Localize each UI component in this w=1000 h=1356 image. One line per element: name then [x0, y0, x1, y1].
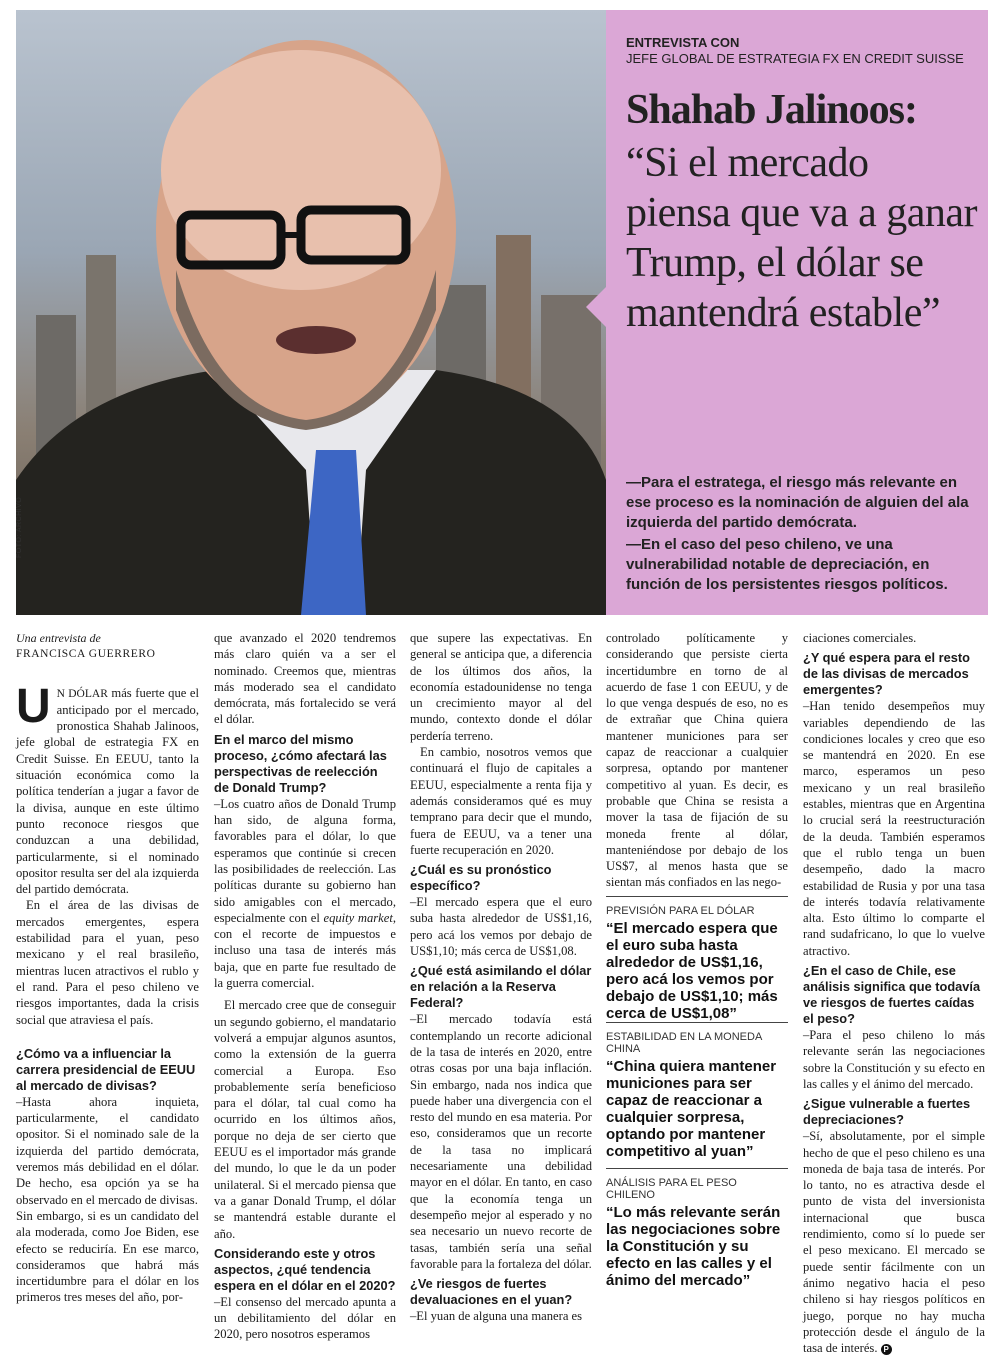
portrait-illustration	[16, 10, 606, 615]
portrait-photo	[16, 10, 606, 615]
column-3	[410, 630, 592, 1324]
paragraph: ciaciones comerciales.	[803, 631, 917, 645]
question: ¿Qué está asimilando el dólar en relación a la Reserva Federal?	[410, 963, 592, 1011]
question: ¿Cuál es su pronóstico específico?	[410, 862, 552, 894]
pull-quote-1	[606, 896, 788, 1022]
question: ¿Sigue vulnerable a fuertes depreciaciones?	[803, 1096, 971, 1128]
byline-author: FRANCISCA GUERRERO	[16, 648, 156, 661]
summary-bullet-1: —Para el estratega, el riesgo más relevante en ese proceso es la nominación de alguien del ala izquierda del partido demócrata.	[626, 474, 969, 531]
question: ¿Ve riesgos de fuertes devaluaciones en el yuan?	[410, 1276, 573, 1308]
paragraph: que supere las expectativas. En general se anticipa que, a diferencia de los últimos dos años, la economía estadounidense no tenga un crecimiento mayor al del mundo, contexto donde el dólar perdería terreno.	[410, 631, 592, 743]
photo-credit: FOTO: ARCHIVO	[16, 496, 23, 558]
lead-caps: N DÓLAR	[56, 687, 108, 700]
summary-bullets	[626, 473, 971, 597]
paragraph: –Han tenido desempeños muy variables dependiendo de las condiciones locales y creo que eso se mantendrá en 2020. En ese marco, esperamos un peso mexicano y un real brasileño estables, mientras que en Argentina lo crucial será la reestructuración de la deuda. También esperamos que el rublo tenga un buen desempeño, dado la macro estabilidad de Rusia y por una tasa de interés todavía relativamente alta. Esto último lo comparte el rand sudafricano, lo que lo vuelve atractivo.	[803, 699, 985, 958]
pull-quote-2	[606, 1022, 788, 1160]
kicker-line2: JEFE GLOBAL DE ESTRATEGIA FX EN CREDIT SUISSE	[626, 51, 964, 66]
speech-pointer	[586, 285, 608, 329]
column-1	[16, 630, 199, 1306]
summary-bullet-2: —En el caso del peso chileno, ve una vulnerabilidad notable de depreciación, en función de los persistentes riesgos políticos.	[626, 536, 948, 593]
question: Considerando este y otros aspectos, ¿qué tendencia espera en el dólar en el 2020?	[214, 1245, 396, 1293]
paragraph: –Hasta ahora inquieta, particularmente, el candidato opositor. Si el nominado sale de la izquierda del partido demócrata, veremos más debilidad en el dólar. De hecho, esa opción ya se ha observado en el mercado de divisas.	[16, 1094, 199, 1207]
headline-name: Shahab Jalinoos:	[626, 87, 917, 133]
column-5	[803, 630, 985, 1356]
paragraph: Sin embargo, si es un candidato del ala moderada, como Joe Biden, ese efecto se reduciría. En ese marco, consideramos que habrá más incertidumbre para el dólar en los primeros tres meses del año, por-	[16, 1208, 199, 1305]
end-mark-icon: P	[881, 1344, 892, 1355]
column-4	[606, 630, 788, 891]
pull-quote-text: “Lo más relevante serán las negociaciones sobre la Constitución y su efecto en las calles y el ánimo del mercado”	[606, 1204, 781, 1289]
paragraph: –El yuan de alguna una manera es	[410, 1309, 583, 1324]
question: ¿En el caso de Chile, ese análisis significa que todavía ve riesgos de fuertes caídas el peso?	[803, 963, 981, 1027]
paragraph: El mercado cree que de conseguir un segundo gobierno, el mandatario volverá a empujar algunos asuntos, como la extensión de la guerra comercial a Europa. Eso probablemente sería beneficioso para el dólar, tal cual como ha ocurrido en los últimos años, porque no deja de ser cierto que EEUU es el importador más grande del mundo, lo que le da un poder unilateral. Si el mercado piensa que va a ganar Donald Trump, el dólar se mantendrá estable durante el año.	[214, 998, 396, 1241]
pull-quote-3	[606, 1168, 788, 1289]
paragraph: En el área de las divisas de mercados emergentes, espera estabilidad para el yuan, peso mexicano y el real brasileño, mientras lucen atractivos el rublo y el rand. Para el peso chileno ve riesgos importantes, dada la crisis social que atraviesa el país.	[16, 898, 199, 1027]
paragraph: que avanzado el 2020 tendremos más claro quién va a ser el nominado. Creemos que, mientras más moderado sea el candidato demócrata, más fortalecido se verá el dólar.	[214, 631, 396, 727]
paragraph: –Para el peso chileno lo más relevante serán las negociaciones sobre la Constitución y su efecto en las calles y el ánimo del mercado.	[803, 1028, 985, 1091]
paragraph: –El mercado espera que el euro suba hasta alrededor de US$1,16, pero acá los vemos por debajo de US$1,10; más cerca de US$1,08.	[410, 895, 592, 959]
paragraph: –Los cuatro años de Donald Trump han sido, de alguna forma, favorables para el dólar, lo que esperamos que continúe si crecen las posibilidades de reelección. Las políticas durante su gobierno han sido amigables con el mercado, especialmente con el equity market, con el recorte de impuestos e incluso una tasa de interés más baja, que en parte fue resultado de la guerra comercial.	[214, 796, 397, 991]
byline-intro: Una entrevista de	[16, 631, 101, 645]
pull-quote-label: ANÁLISIS PARA EL PESO CHILENO	[606, 1177, 737, 1201]
lead-paragraph: U N DÓLAR más fuerte que el anticipado por el mercado, pronostica Shahab Jalinoos, jefe global de estrategia FX en Credit Suisse. En EEUU, tanto la situación económica como la política tenderían a jugar a favor de la divisa, aunque en este último punto reconoce riesgos que conduzcan a una debilidad, particularmente, si el nominado opositor resulta ser del ala izquierda del partido demócrata.	[16, 679, 200, 897]
paragraph: –El mercado todavía está contemplando un recorte adicional de la tasa de interés en 2020, entre otras cosas por una baja inflación. Sin embargo, nada nos indica que puede haber una divergencia con el resto del mundo en esa materia. Por eso, consideramos que un recorte de la tasa no implicará necesariamente una debilidad mayor en el dólar. En tanto, en caso que la economía tenga un desempeño mejor al esperado y no sea necesario un nuevo recorte de tasas, también sería una señal favorable para la fortaleza del dólar.	[410, 1012, 592, 1271]
paragraph: –Sí, absolutamente, por el simple hecho de que el peso chileno es una moneda de baja tasa de interés. Por lo tanto, no es atractiva desde el punto de vista del inversionista internacional que busca rendimiento, como sí lo puede ser el peso mexicano. El mercado se puede sentir fácilmente con un ánimo negativo hacia el peso chileno si hay riesgos políticos en juego, porque no hay mucha protección desde el ángulo de la tasa de interés. P	[803, 1129, 985, 1356]
question: ¿Cómo va a influenciar la carrera presidencial de EEUU al mercado de divisas?	[16, 1045, 196, 1093]
pull-quote-label: ESTABILIDAD EN LA MONEDA CHINA	[606, 1031, 762, 1055]
pull-quote-label: PREVISIÓN PARA EL DÓLAR	[606, 905, 755, 917]
question: ¿Y qué espera para el resto de las divisas de mercados emergentes?	[803, 650, 970, 698]
column-2	[214, 630, 396, 1343]
kicker-line1: ENTREVISTA CON	[626, 35, 740, 50]
paragraph: controlado políticamente y considerando que persiste cierta incertidumbre en torno de al acuerdo de fase 1 con EEUU, y de lo que venga después de eso, no es de extrañar que China quiera mantener municiones para ser capaz de reaccionar a cualquier sorpresa, optando por mantener competitivo al yuan. Es decir, es probable que China se resista a mover la tasa de fijación de su moneda frente al dólar, manteniéndose por debajo de los US$7, al menos hasta que se sientan más confiados en las nego-	[606, 631, 788, 890]
pull-quote-text: “China quiera mantener municiones para ser capaz de reaccionar a cualquier sorpresa, optando por mantener competitivo al yuan”	[606, 1058, 777, 1160]
headline-quote: “Si el mercado piensa que va a ganar Trump, el dólar se mantendrá estable”	[626, 140, 977, 336]
question: En el marco del mismo proceso, ¿cómo afectará las perspectivas de reelección de Donald Trump?	[214, 731, 387, 795]
pull-quote-text: “El mercado espera que el euro suba hasta alrededor de US$1,16, pero acá los vemos por debajo de US$1,10; más cerca de US$1,08”	[606, 920, 778, 1022]
paragraph: –El consenso del mercado apunta a un debilitamiento del dólar en 2020, pero nosotros esperamos	[214, 1294, 396, 1342]
drop-cap: U	[16, 679, 51, 733]
paragraph: En cambio, nosotros vemos que continuará el flujo de capitales a EEUU, especialmente a renta fija y además consideramos qué es muy temprano para decir que el mundo, fuera de EEUU, va a tener una fuerte recuperación en 2020.	[410, 745, 592, 857]
